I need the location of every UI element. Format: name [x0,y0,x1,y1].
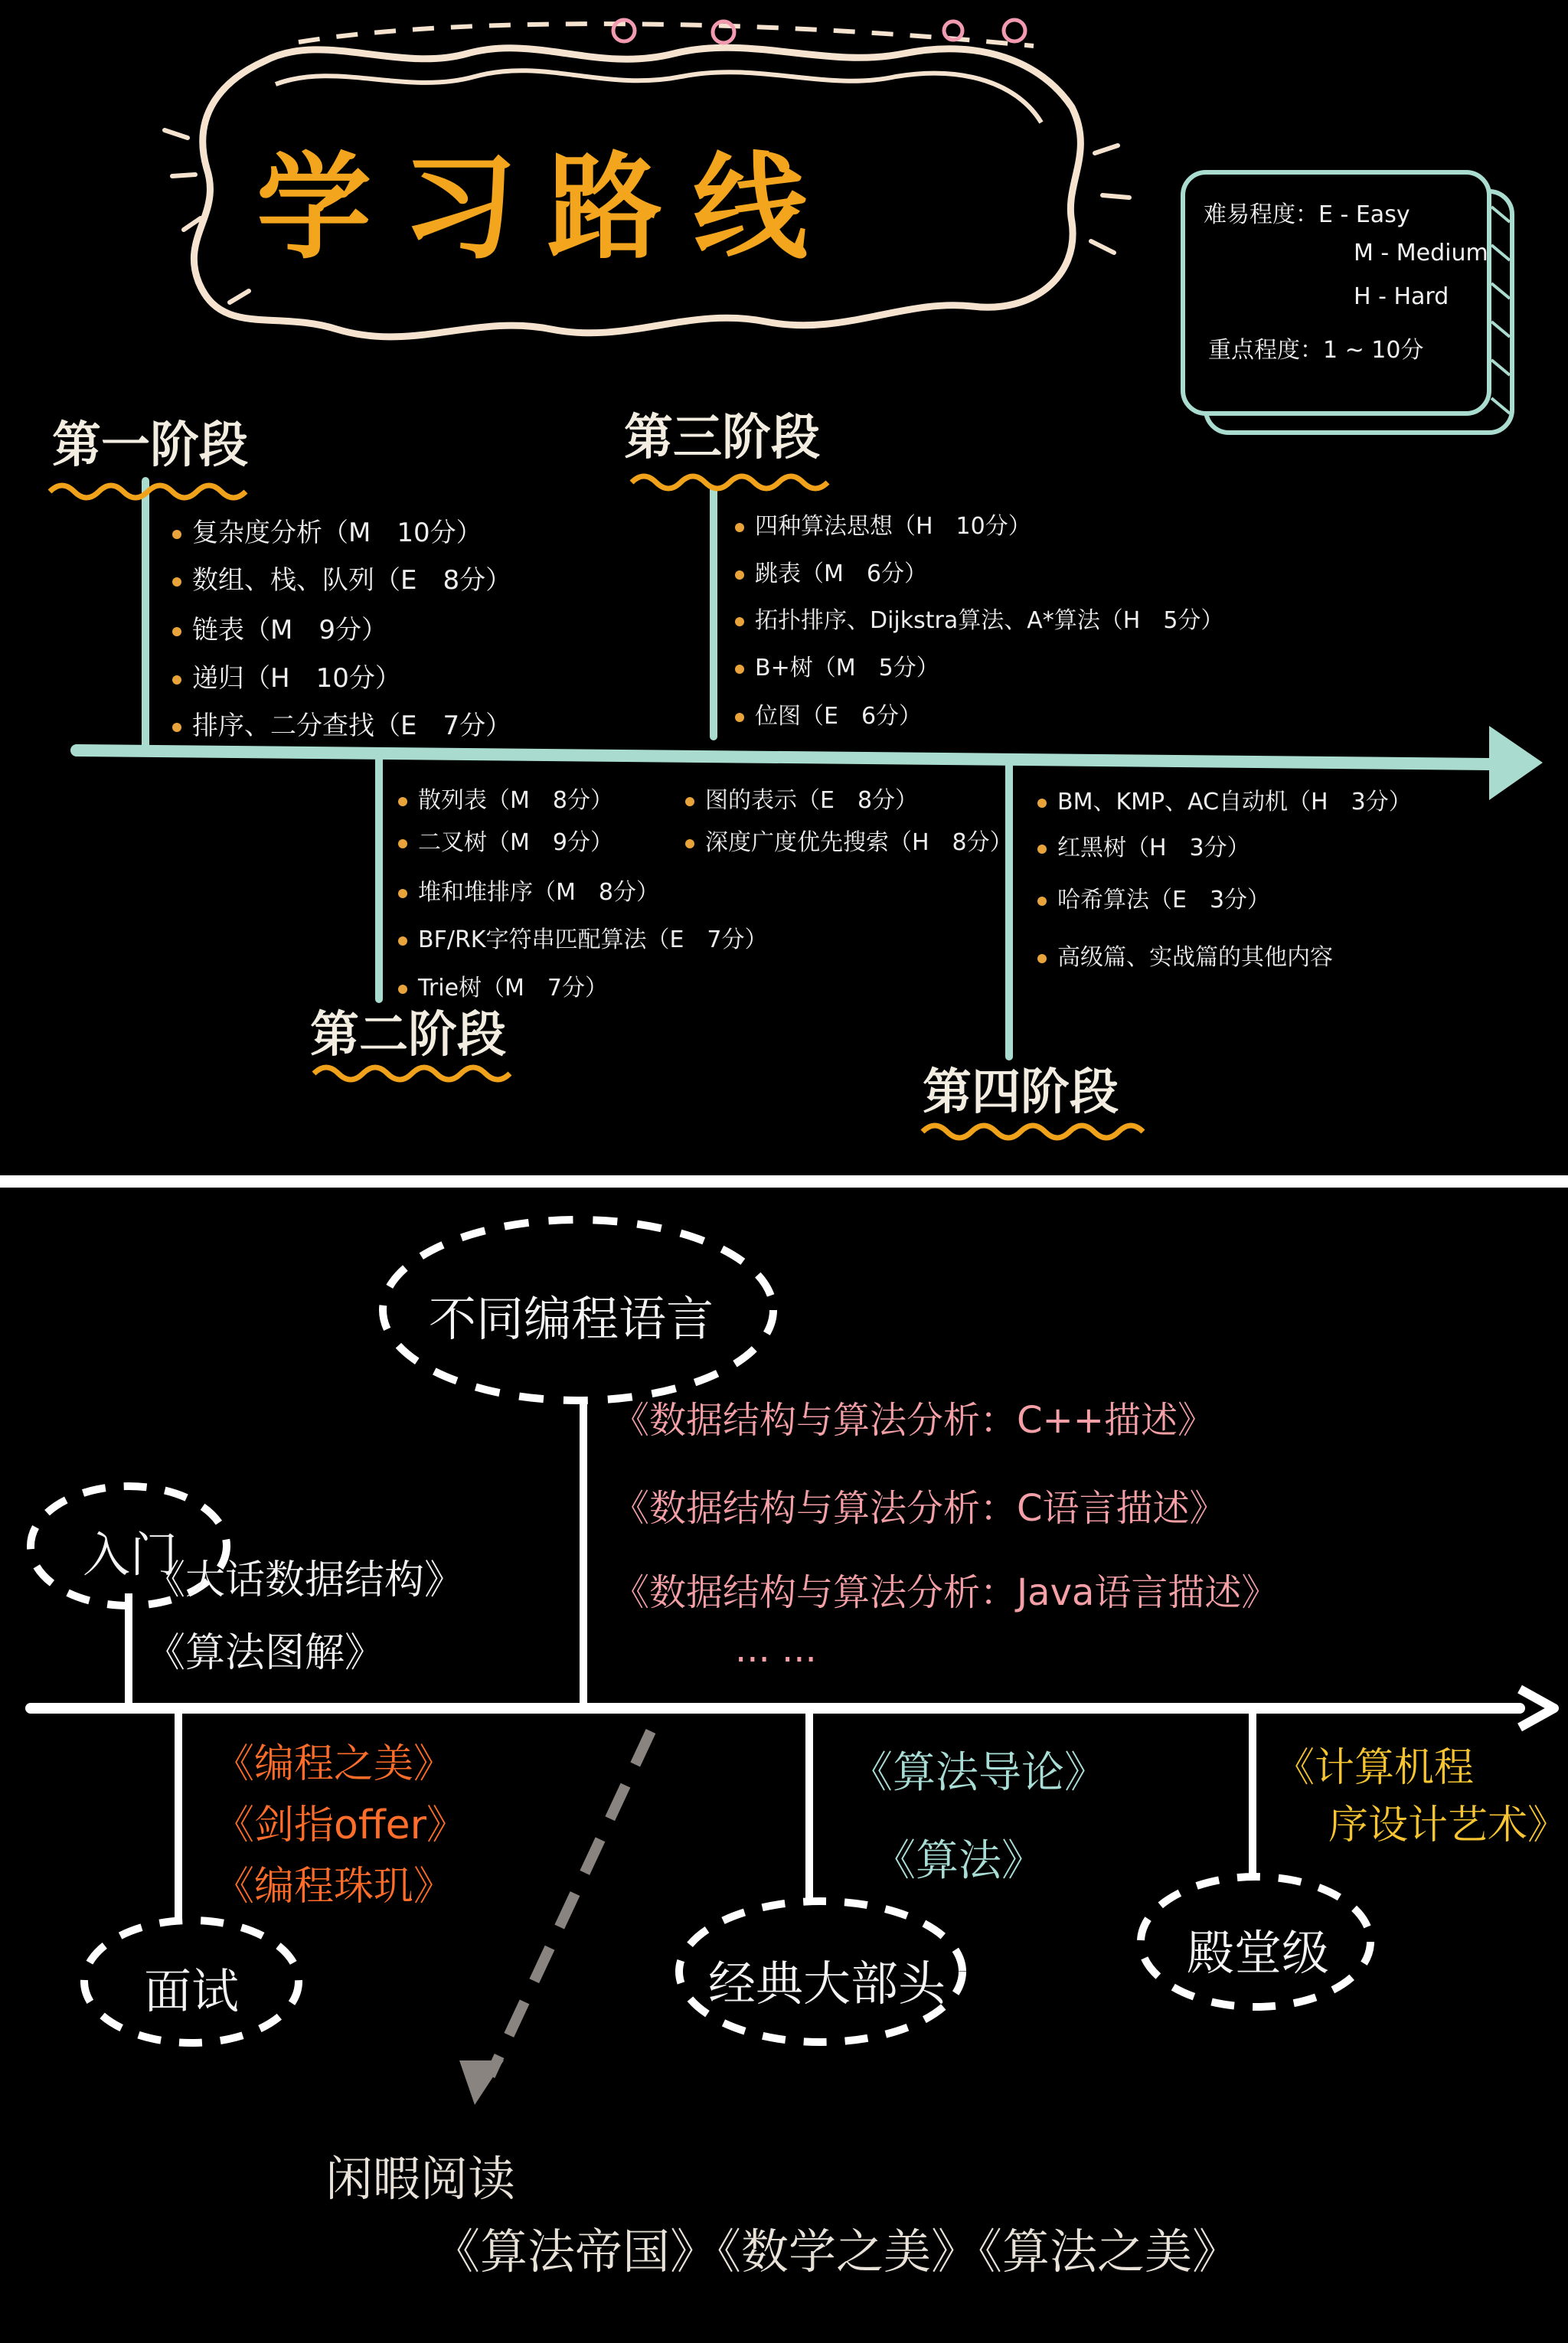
interview-book: 《编程之美》 [214,1741,454,1787]
stage3-item: 跳表（M 6分） [735,554,927,588]
intro-book: 《大话数据结构》 [145,1557,465,1603]
stage4-wave [923,1126,1143,1138]
legend-medium: M - Medium [1354,240,1488,266]
spark-marks-right [1091,145,1129,253]
stage1-item: 数组、栈、队列（E 8分） [172,559,511,596]
classic-label: 经典大部头 [708,1956,946,2011]
stage3-item: B+树（M 5分） [735,649,939,682]
stage4-item: BM、KMP、AC自动机（H 3分） [1037,783,1412,816]
stage2-wave [314,1067,510,1080]
master-book-line1: 《计算机程 [1275,1745,1475,1791]
stage1-item: 复杂度分析（M 10分） [172,511,482,549]
intro-book: 《算法图解》 [145,1630,385,1676]
timeline-arrow-head [1489,726,1543,800]
stage3-title: 第三阶段 [624,410,820,466]
stage4-title: 第四阶段 [923,1064,1119,1121]
master-label: 殿堂级 [1187,1925,1330,1981]
leisure-books: 《算法帝国》《数学之美》《算法之美》 [433,2224,1240,2279]
swirl-4 [1004,20,1025,41]
stage2-item: 二叉树（M 9分） [398,823,613,857]
stage1-item: 递归（H 10分） [172,657,401,694]
stage2-item: 散列表（M 8分） [398,781,613,815]
stage3-item: 拓扑排序、Dijkstra算法、A*算法（H 5分） [735,601,1223,635]
master-book-line2: 序设计艺术》 [1328,1802,1568,1848]
language-book: 《数据结构与算法分析：C++描述》 [612,1399,1214,1442]
languages-label: 不同编程语言 [429,1291,714,1347]
interview-book: 《编程珠玑》 [214,1864,454,1910]
leisure-arrow-head [459,2060,504,2105]
classic-book: 《算法》 [873,1836,1044,1886]
legend-hard: H - Hard [1354,283,1449,310]
classic-book: 《算法导论》 [850,1748,1107,1798]
stage4-item: 高级篇、实战篇的其他内容 [1037,938,1333,972]
stage2-item-right: 深度广度优先搜索（H 8分） [685,823,1013,857]
leisure-label: 闲暇阅读 [325,2151,516,2207]
stage3-item: 四种算法思想（H 10分） [735,507,1031,541]
interview-book: 《剑指offer》 [214,1802,467,1848]
interview-label: 面试 [144,1963,240,2019]
stage2-item: Trie树（M 7分） [398,969,608,1002]
intro-label: 入门 [83,1527,178,1583]
leisure-dashed-arrow [490,1731,651,2076]
legend-difficulty: 难易程度：E - Easy [1204,201,1410,228]
stage3-item: 位图（E 6分） [735,697,922,730]
legend-importance: 重点程度：1 ~ 10分 [1208,337,1424,364]
stage4-item: 哈希算法（E 3分） [1037,881,1270,914]
book-recommendation-panel [0,1188,1568,2343]
legend-box-hatch [1491,207,1510,413]
stage1-item: 排序、二分查找（E 7分） [172,704,511,742]
stage2-title: 第二阶段 [310,1007,506,1064]
languages-ellipsis: ... ... [735,1628,817,1671]
stage3-wave [632,476,828,489]
timeline-main [77,750,1489,764]
page-title: 学习路线 [256,142,839,275]
stage1-item: 链表（M 9分） [172,609,387,646]
language-book: 《数据结构与算法分析：C语言描述》 [612,1487,1227,1530]
stage4-item: 红黑树（H 3分） [1037,828,1250,862]
stage2-item-right: 图的表示（E 8分） [685,781,918,815]
language-book: 《数据结构与算法分析：Java语言描述》 [612,1571,1279,1614]
stage2-item: 堆和堆排序（M 8分） [398,873,659,907]
stage2-item: BF/RK字符串匹配算法（E 7分） [398,920,768,954]
title-dash-arc [299,24,1034,46]
stage1-title: 第一阶段 [52,417,248,474]
panel-divider [0,1175,1568,1188]
